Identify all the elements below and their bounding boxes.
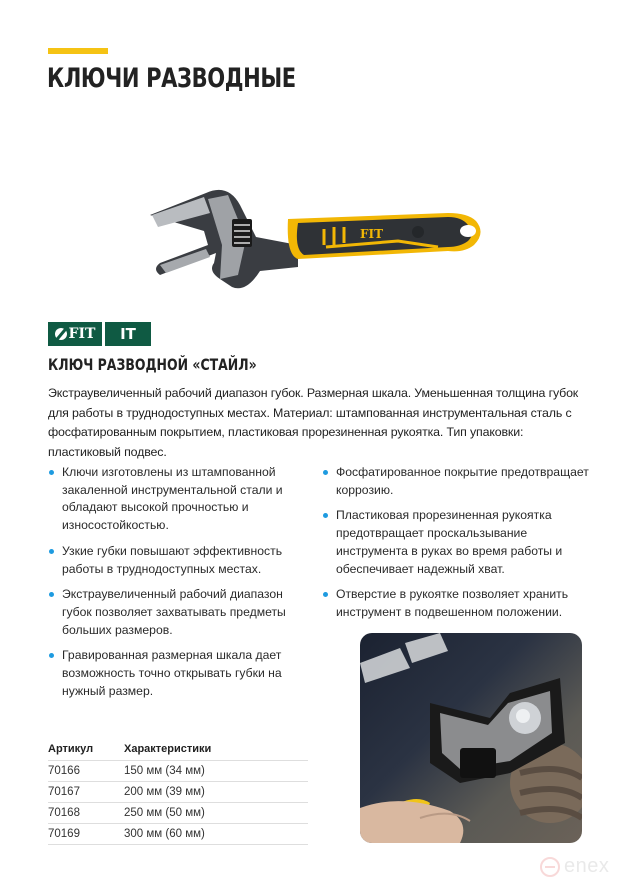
feature-item: Пластиковая прорезиненная рукоятка предотвращает проскальзывание инструмента в руках во время работы и обеспечивает надежный хват. xyxy=(322,507,592,578)
fit-brand-badge xyxy=(48,322,102,346)
feature-item: Фосфатированное покрытие предотвращает коррозию. xyxy=(322,464,592,499)
bullet-dot-icon xyxy=(323,592,328,597)
article-cell: 70167 xyxy=(48,782,124,803)
table-row xyxy=(48,803,308,824)
characteristics-cell: 300 мм (60 мм) xyxy=(124,824,308,845)
usage-photo-illustration xyxy=(360,633,582,843)
feature-item: Гравированная размерная шкала дает возможность точно открывать губки на нужный размер. xyxy=(48,647,308,700)
title-accent-bar xyxy=(48,48,108,54)
article-cell: 70168 xyxy=(48,803,124,824)
article-cell: 70169 xyxy=(48,824,124,845)
watermark-text: enex xyxy=(564,855,610,877)
features-list-left xyxy=(48,464,308,708)
table-row xyxy=(48,824,308,845)
bullet-dot-icon xyxy=(49,549,54,554)
table-row xyxy=(48,761,308,782)
feature-item: Узкие губки повышают эффективность работы в труднодоступных местах. xyxy=(48,543,308,578)
feature-item: Экстраувеличенный рабочий диапазон губок позволяет захватывать предметы больших размеров. xyxy=(48,586,308,639)
slashed-circle-icon xyxy=(55,328,67,340)
table-header-row xyxy=(48,740,308,761)
usage-photo xyxy=(360,633,582,843)
spec-table xyxy=(48,740,308,845)
characteristics-cell: 150 мм (34 мм) xyxy=(124,761,308,782)
table-row xyxy=(48,782,308,803)
features-list-right xyxy=(322,464,592,630)
svg-text:FIT: FIT xyxy=(360,227,384,241)
fit-brand-label: FIT xyxy=(68,326,96,342)
brand-badges xyxy=(48,322,151,346)
page-title: КЛЮЧИ РАЗВОДНЫЕ xyxy=(47,63,296,94)
wrench-product-image xyxy=(148,175,486,295)
header-characteristics: Характеристики xyxy=(124,740,308,761)
bullet-dot-icon xyxy=(49,592,54,597)
feature-item: Ключи изготовлены из штампованной закаленной инструментальной стали и обладают высокой прочностью и износостойкостью. xyxy=(48,464,308,535)
bullet-dot-icon xyxy=(49,653,54,658)
article-cell: 70166 xyxy=(48,761,124,782)
characteristics-cell: 200 мм (39 мм) xyxy=(124,782,308,803)
it-brand-badge xyxy=(105,322,151,346)
bullet-dot-icon xyxy=(323,513,328,518)
product-title: КЛЮЧ РАЗВОДНОЙ «СТАЙЛ» xyxy=(48,355,257,374)
product-description: Экстраувеличенный рабочий диапазон губок. Размерная шкала. Уменьшенная толщина губок для работы в труднодоступных местах. Материал: штампованная инструментальная сталь с фосфатированным покрытием, пластиковая прорезиненная рукоятка. Тип упаковки: пластиковый подвес. xyxy=(48,386,579,459)
bullet-dot-icon xyxy=(49,470,54,475)
enex-logo-icon xyxy=(540,857,560,877)
enex-watermark xyxy=(540,855,609,878)
it-brand-label: IT xyxy=(120,325,136,343)
bullet-dot-icon xyxy=(323,470,328,475)
header-article: Артикул xyxy=(48,740,124,761)
feature-item: Отверстие в рукоятке позволяет хранить инструмент в подвешенном положении. xyxy=(322,586,592,621)
characteristics-cell: 250 мм (50 мм) xyxy=(124,803,308,824)
